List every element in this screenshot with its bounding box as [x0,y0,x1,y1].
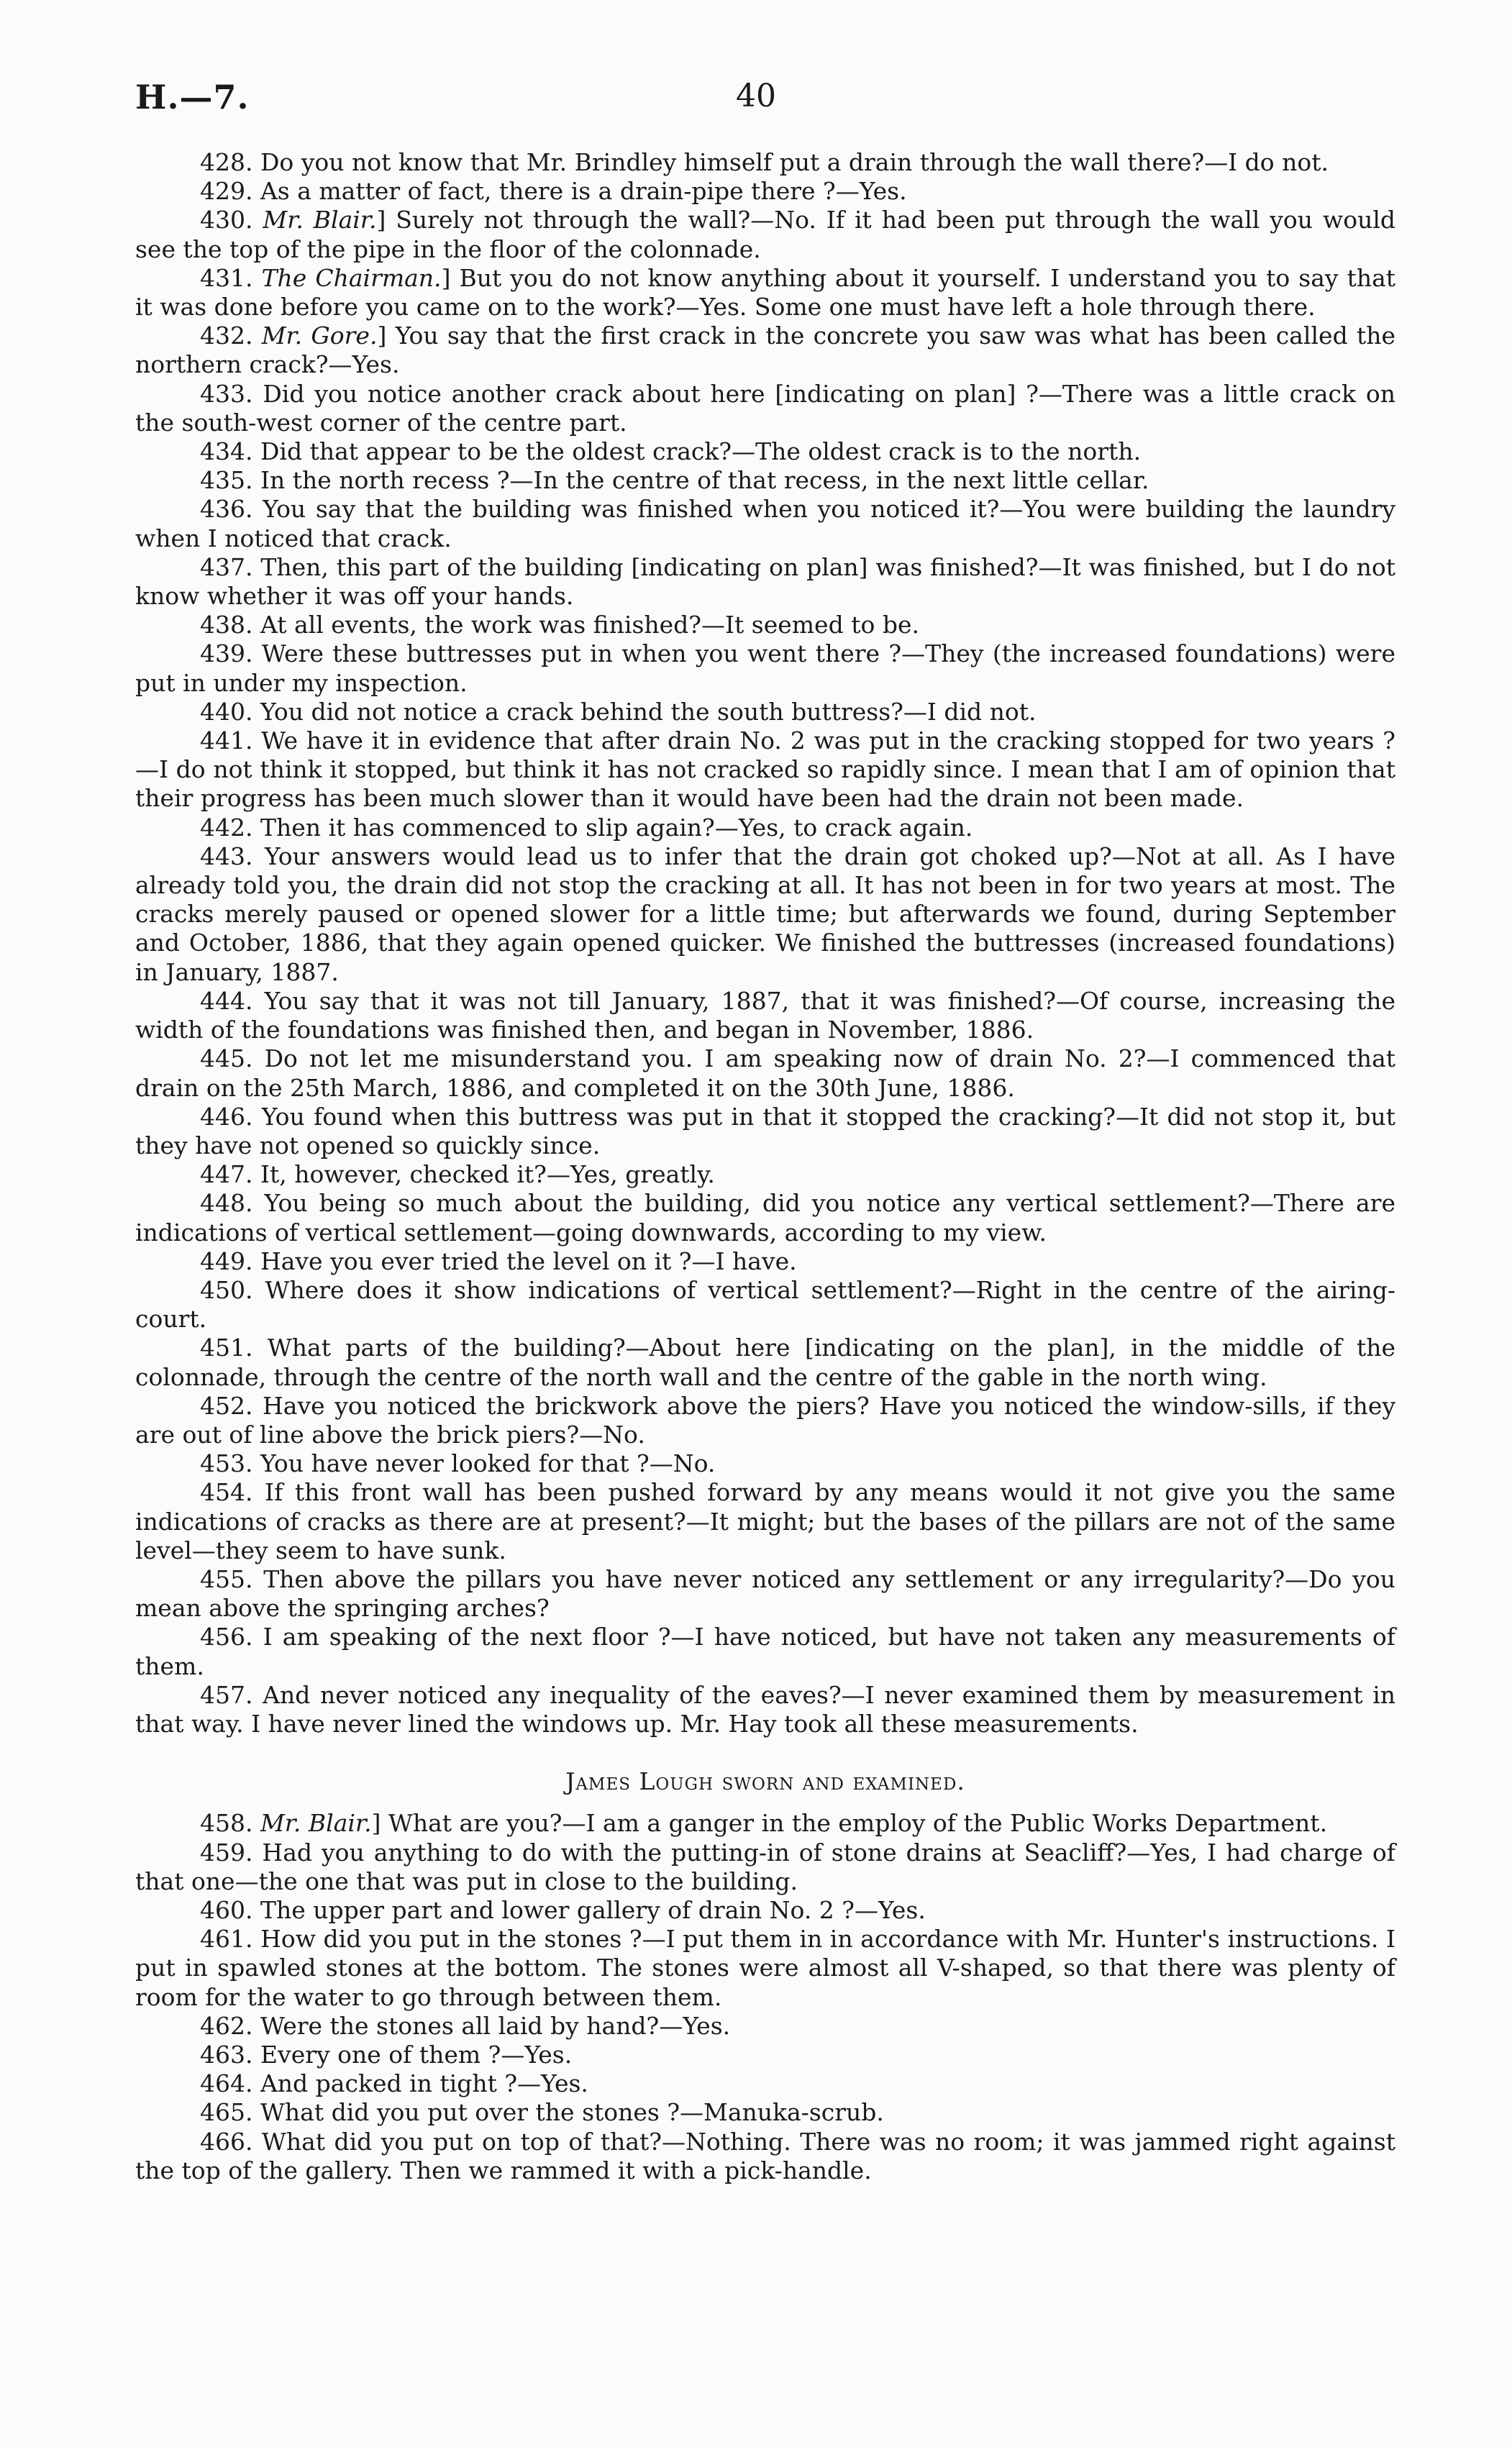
testimony-text: ] What are you?—I am a ganger in the employ of the Public Works Department. [371,1809,1328,1838]
testimony-paragraph: 429. As a matter of fact, there is a drain-pipe there ?—Yes. [200,177,907,206]
testimony-paragraph: 428. Do you not know that Mr. Brindley himself put a drain through the wall there?—I do not. [200,148,1329,176]
testimony-paragraph: 462. Were the stones all laid by hand?—Yes. [200,2011,731,2040]
testimony-paragraph: 448. You being so much about the building, did you notice any vertical settlement?—There are indications of vertical settlement—going downwards, according to my view. [135,1189,1395,1247]
document-body [135,148,1395,2185]
testimony-paragraph: 450. Where does it show indications of vertical settlement?—Right in the centre of the airing-court. [135,1275,1395,1334]
testimony-paragraph: 439. Were these buttresses put in when you went there ?—They (the increased foundations) were put in under my inspection. [135,639,1395,697]
testimony-paragraph: 457. And never noticed any inequality of the eaves?—I never examined them by measurement in that way. I have never lined the windows up. Mr. Hay took all these measurements. [135,1680,1395,1738]
testimony-paragraph [135,206,1395,263]
testimony-paragraph [135,264,1395,322]
testimony-paragraph: 446. You found when this buttress was put in that it stopped the cracking?—It did not stop it, but they have not opened so quickly since. [135,1102,1395,1159]
testimony-paragraph: 455. Then above the pillars you have never noticed any settlement or any irregularity?—Do you mean above the springing arches? [135,1564,1395,1623]
testimony-paragraph: 433. Did you notice another crack about here [indicating on plan] ?—There was a little crack on the south-west corner of the centre part. [135,379,1395,437]
testimony-paragraph: 459. Had you anything to do with the putting-in of stone drains at Seacliff?—Yes, I had charge of that one—the one that was put in close to the building. [135,1838,1395,1895]
testimony-paragraph: 449. Have you ever tried the level on it ?—I have. [200,1247,797,1275]
testimony-paragraph: 454. If this front wall has been pushed forward by any means would it not give you the same indications of cracks as there are at present?—It might; but the bases of the pillars are not of the same level—they seem to have sunk. [135,1478,1395,1564]
page-number: 40 [736,78,776,114]
testimony-paragraph: 438. At all events, the work was finished?—It seemed to be. [200,611,919,639]
testimony-paragraph: 435. In the north recess ?—In the centre of that recess, in the next little cellar. [200,466,1149,495]
testimony-paragraph: 437. Then, this part of the building [indicating on plan] was finished?—It was finished, but I do not know whether it was off your hands. [135,552,1395,611]
testimony-paragraph: 436. You say that the building was finished when you noticed it?—You were building the laundry when I noticed that crack. [135,495,1395,552]
testimony-paragraph: 453. You have never looked for that ?—No. [200,1449,716,1478]
testimony-text: ] You say that the first crack in the concrete you saw was what has been called the northern crack?—Yes. [135,322,1395,379]
question-number: 431. [200,263,262,292]
witness-heading: James Lough sworn and examined. [565,1767,965,1796]
page-header [135,78,1377,121]
testimony-paragraph: 451. What parts of the building?—About here [indicating on the plan], in the middle of the colonnade, through the centre of the north wall and the centre of the gable in the north wing. [135,1334,1395,1391]
testimony-text: ] But you do not know anything about it yourself. I understand you to say that it was done before you came on to the work?—Yes. Some one must have left a hole through there. [135,263,1396,322]
document-id: H.—7. [135,78,250,117]
testimony-paragraph: 445. Do not let me misunderstand you. I am speaking now of drain No. 2?—I commenced that drain on the 25th March, 1886, and completed it on the 30th June, 1886. [135,1044,1395,1102]
testimony-paragraph: 443. Your answers would lead us to infer that the drain got choked up?—Not at all. As I have already told you, the drain did not stop the cracking at all. It has not been in for two years at most. The cracks merely paused or opened slower for a little time; but afterwards we found, during September and October, 1886, that they again opened quicker. We finished the buttresses (increased foundations) in January, 1887. [135,842,1395,986]
speaker-name: Mr. Blair. [263,206,377,234]
testimony-paragraph: 464. And packed in tight ?—Yes. [200,2069,588,2098]
speaker-name: Mr. Blair. [260,1809,372,1838]
testimony-paragraph: 441. We have it in evidence that after drain No. 2 was put in the cracking stopped for two years ?—I do not think it stopped, but think it has not cracked so rapidly since. I mean that I am of opinion that their progress has been much slower than it would have been had the drain not been made. [135,726,1395,813]
testimony-paragraph: 434. Did that appear to be the oldest crack?—The oldest crack is to the north. [200,437,1142,466]
speaker-name: The Chairman. [261,263,442,292]
testimony-paragraph: 465. What did you put over the stones ?—Manuka-scrub. [200,2098,884,2127]
testimony-paragraph: 452. Have you noticed the brickwork above the piers? Have you noticed the window-sills, if they are out of line above the brick piers?—No. [135,1391,1395,1449]
testimony-paragraph: 440. You did not notice a crack behind the south buttress?—I did not. [200,697,1037,726]
testimony-paragraph: 463. Every one of them ?—Yes. [200,2041,573,2069]
testimony-paragraph: 447. It, however, checked it?—Yes, greatly. [200,1160,715,1189]
question-number: 458. [200,1809,260,1838]
testimony-paragraph [135,1809,1395,1838]
testimony-paragraph: 456. I am speaking of the next floor ?—I have noticed, but have not taken any measurements of them. [135,1623,1395,1680]
testimony-paragraph: 460. The upper part and lower gallery of drain No. 2 ?—Yes. [200,1895,926,1924]
testimony-paragraph: 442. Then it has commenced to slip again?—Yes, to crack again. [200,813,973,842]
question-number: 430. [200,206,263,234]
testimony-text: ] Surely not through the wall?—No. If it had been put through the wall you would see the top of the pipe in the floor of the colonnade. [135,206,1395,263]
question-number: 432. [200,322,262,350]
testimony-paragraph: 466. What did you put on top of that?—Nothing. There was no room; it was jammed right against the top of the gallery. Then we rammed it with a pick-handle. [135,2127,1395,2184]
speaker-name: Mr. Gore. [261,322,378,350]
testimony-paragraph: 461. How did you put in the stones ?—I put them in in accordance with Mr. Hunter's instructions. I put in spawled stones at the bottom. The stones were almost all V-shaped, so that there was plenty of room for the water to go through between them. [135,1925,1395,2011]
testimony-paragraph: 444. You say that it was not till January, 1887, that it was finished?—Of course, increasing the width of the foundations was finished then, and began in November, 1886. [135,986,1395,1044]
testimony-paragraph [135,322,1395,379]
